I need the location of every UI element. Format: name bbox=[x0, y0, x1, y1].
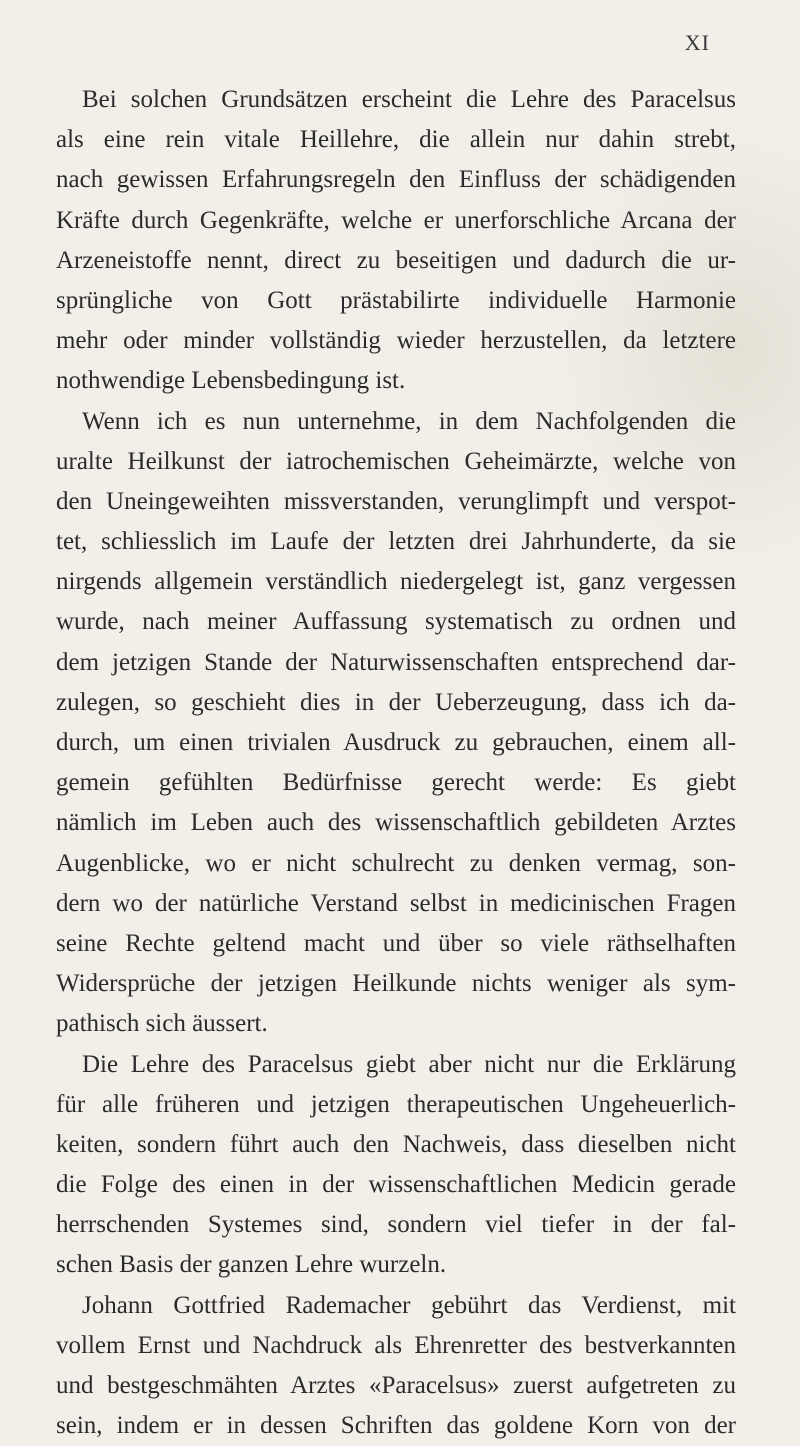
text-line: sprüngliche von Gott prästabilirte individuelle Harmonie bbox=[56, 286, 736, 314]
body-text bbox=[56, 80, 736, 1446]
text-line: wurde, nach meiner Auffassung systematisch zu ordnen und bbox=[56, 608, 736, 636]
text-line: zulegen, so geschieht dies in der Ueberzeugung, dass ich da- bbox=[56, 688, 736, 716]
text-line: keiten, sondern führt auch den Nachweis, dass dieselben nicht bbox=[56, 1130, 736, 1158]
text-line: seine Rechte geltend macht und über so viele räthselhaften bbox=[56, 929, 736, 957]
text-line: Johann Gottfried Rademacher gebührt das Verdienst, mit bbox=[82, 1291, 736, 1319]
text-line: tet, schliesslich im Laufe der letzten drei Jahrhunderte, da sie bbox=[56, 528, 736, 556]
text-line: Die Lehre des Paracelsus giebt aber nicht nur die Erklärung bbox=[82, 1050, 736, 1078]
page-number: XI bbox=[684, 30, 710, 55]
text-line: mehr oder minder vollständig wieder herzustellen, da letztere bbox=[56, 327, 736, 355]
text-line: Bei solchen Grundsätzen erscheint die Lehre des Paracelsus bbox=[82, 86, 736, 113]
text-line: schen Basis der ganzen Lehre wurzeln. bbox=[56, 1251, 447, 1279]
text-line: nämlich im Leben auch des wissenschaftlich gebildeten Arztes bbox=[56, 809, 736, 837]
text-line: nothwendige Lebensbedingung ist. bbox=[56, 367, 406, 395]
text-line: nirgends allgemein verständlich niedergelegt ist, ganz vergessen bbox=[56, 568, 736, 596]
text-line: durch, um einen trivialen Ausdruck zu gebrauchen, einem all- bbox=[56, 729, 736, 756]
text-line: Widersprüche der jetzigen Heilkunde nichts weniger als sym- bbox=[56, 970, 736, 998]
text-line: pathisch sich äussert. bbox=[56, 1010, 268, 1038]
text-line: vollem Ernst und Nachdruck als Ehrenretter des bestverkannten bbox=[56, 1331, 736, 1359]
text-line: nach gewissen Erfahrungsregeln den Einfluss der schädigenden bbox=[56, 166, 736, 194]
text-line: den Uneingeweihten missverstanden, verunglimpft und verspot- bbox=[56, 487, 736, 515]
text-line: dern wo der natürliche Verstand selbst in medicinischen Fragen bbox=[56, 889, 736, 917]
text-line: für alle früheren und jetzigen therapeutischen Ungeheuerlich- bbox=[56, 1090, 736, 1118]
text-line: Augenblicke, wo er nicht schulrecht zu denken vermag, son- bbox=[56, 849, 736, 877]
text-line: herrschenden Systemes sind, sondern viel tiefer in der fal- bbox=[56, 1211, 736, 1239]
text-line: gemein gefühlten Bedürfnisse gerecht werde: Es giebt bbox=[56, 769, 736, 797]
text-line: als eine rein vitale Heillehre, die allein nur dahin strebt, bbox=[56, 126, 736, 154]
text-line: Arzeneistoffe nennt, direct zu beseitigen und dadurch die ur- bbox=[56, 246, 736, 274]
text-line: uralte Heilkunst der iatrochemischen Geheimärzte, welche von bbox=[56, 447, 736, 475]
text-line: Wenn ich es nun unternehme, in dem Nachfolgenden die bbox=[82, 407, 736, 435]
text-line: und bestgeschmähten Arztes «Paracelsus» zuerst aufgetreten zu bbox=[56, 1372, 736, 1399]
text-line: sein, indem er in dessen Schriften das goldene Korn von der bbox=[56, 1412, 736, 1440]
text-line: die Folge des einen in der wissenschaftlichen Medicin gerade bbox=[56, 1171, 736, 1199]
text-line: Kräfte durch Gegenkräfte, welche er unerforschliche Arcana der bbox=[56, 206, 736, 234]
text-line: dem jetzigen Stande der Naturwissenschaften entsprechend dar- bbox=[56, 648, 736, 676]
